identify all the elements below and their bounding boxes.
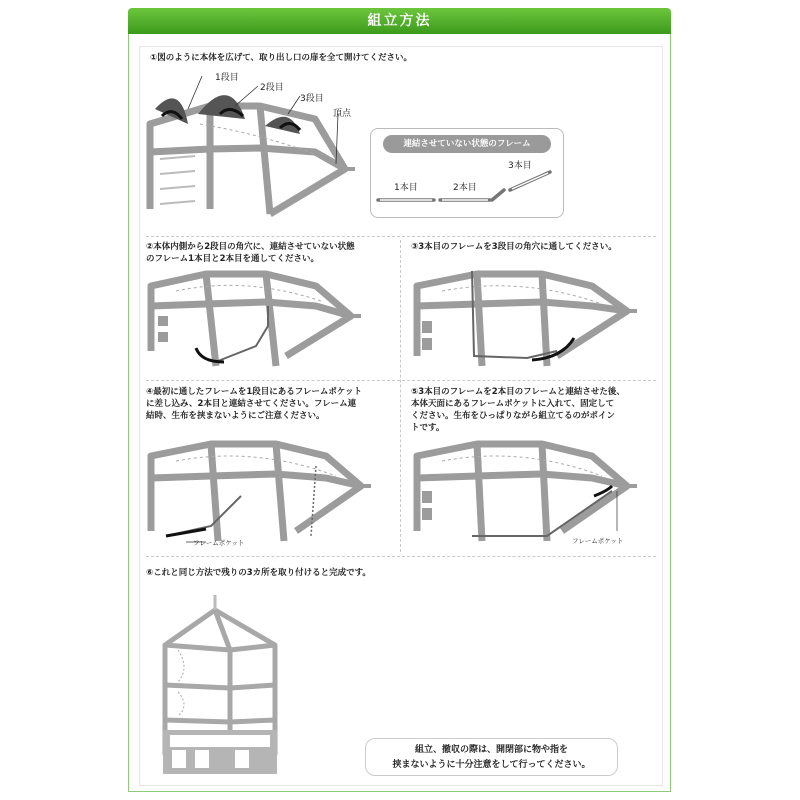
- step-4-text: ④最初に通したフレームを1段目にあるフレームポケット に差し込み、2本目と連結させてください。フレーム連 結時、生布を挟まないようにご注意ください。: [146, 387, 363, 421]
- tier-2-label: 2段目: [260, 83, 284, 93]
- warning-line-2: 挟まないように十分注意をして行ってください。: [392, 760, 591, 770]
- step-2-text: ②本体内側から2段目の角穴に、連結させていない状態 のフレーム1本目と2本目を通してください。: [146, 242, 355, 264]
- step-3-illustration: [412, 266, 640, 376]
- warning-line-1: 組立、撤収の際は、開閉部に物や指を: [414, 745, 568, 755]
- divider: [146, 236, 656, 237]
- frame-1-label: 1本目: [394, 183, 418, 193]
- loose-frames-illustration: [370, 128, 562, 216]
- step-6-illustration: [160, 590, 290, 785]
- apex-label: 頂点: [333, 109, 352, 119]
- divider: [146, 556, 656, 557]
- frame-3-label: 3本目: [508, 161, 532, 171]
- step-1-illustration: [140, 64, 370, 234]
- section-header: [128, 8, 671, 34]
- tier-3-label: 3段目: [300, 94, 324, 104]
- step-3-text: ③3本目のフレームを3段目の角穴に通してください。: [411, 242, 617, 252]
- callout-title: 連結させていない状態のフレーム: [383, 135, 551, 153]
- step-4-illustration: [146, 436, 366, 548]
- divider: [400, 240, 401, 552]
- step-5-illustration: [412, 436, 640, 546]
- section-title: 組立方法: [367, 13, 432, 29]
- step-5-text: ⑤3本目のフレームを2本目のフレームと連結させた後、 本体天面にあるフレームポケットに入れて、固定して ください。生布をひっぱりながら組立てるのがポイン トです。: [411, 387, 625, 433]
- step-2-illustration: [146, 266, 366, 376]
- safety-warning: [365, 738, 618, 776]
- step-6-text: ⑥これと同じ方法で残りの3カ所を取り付けると完成です。: [146, 568, 371, 578]
- pocket-label-a: フレームポケット: [193, 539, 245, 547]
- step-1-text: ①図のように本体を広げて、取り出し口の扉を全て開けてください。: [150, 53, 413, 63]
- tier-1-label: 1段目: [215, 73, 239, 83]
- divider: [146, 380, 656, 381]
- pocket-label-b: フレームポケット: [572, 537, 624, 545]
- frame-2-label: 2本目: [453, 183, 477, 193]
